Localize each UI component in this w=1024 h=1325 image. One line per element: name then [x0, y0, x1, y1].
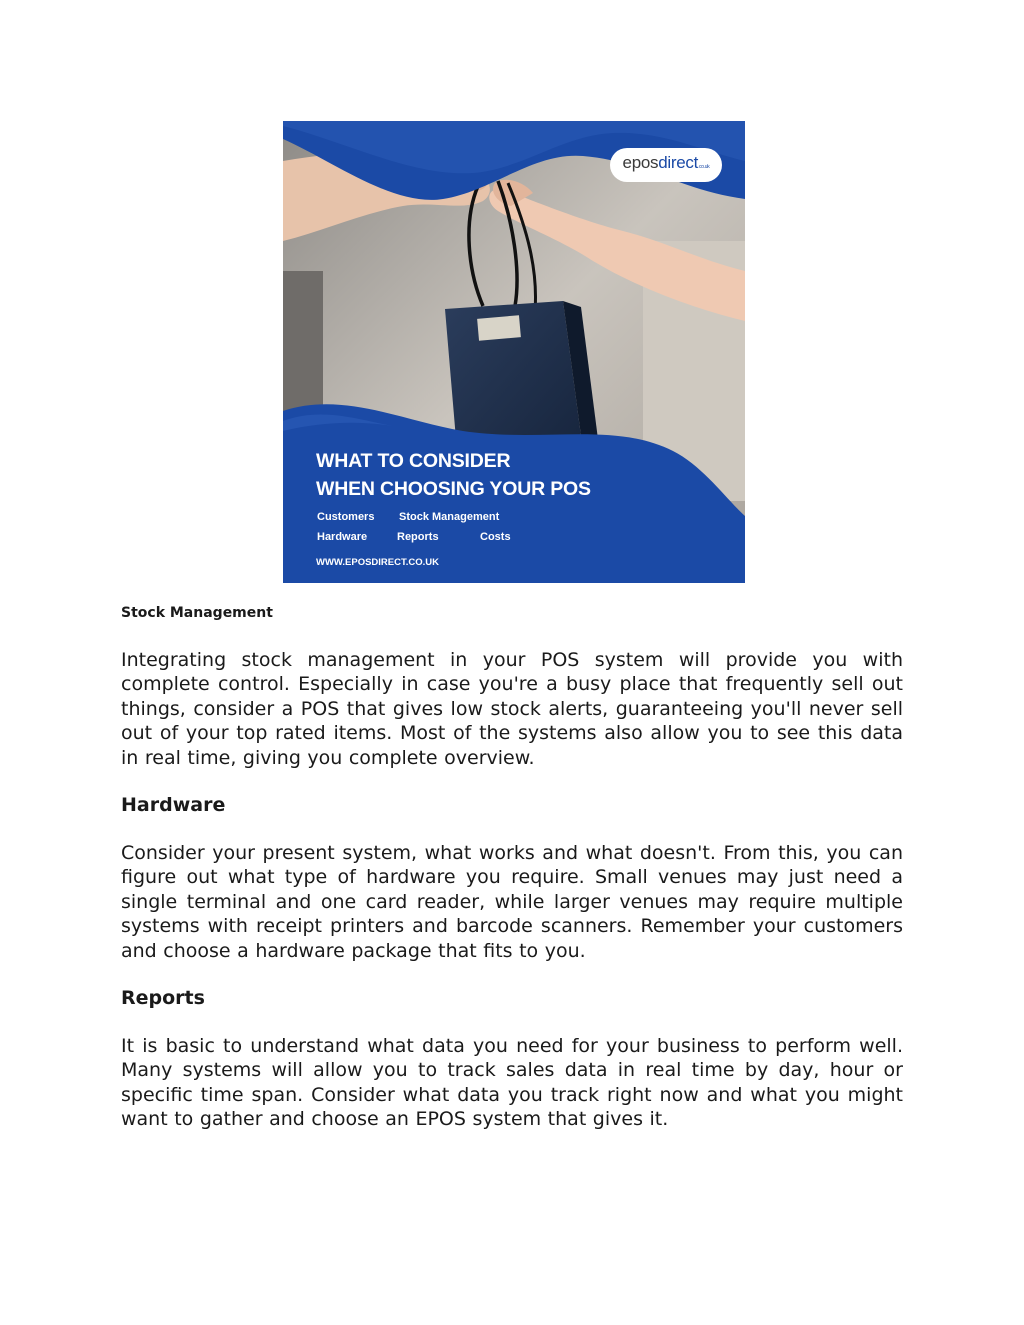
- eposdirect-logo: [610, 148, 722, 182]
- reports-heading: Reports: [121, 987, 205, 1010]
- promo-topic: Reports: [397, 531, 439, 543]
- hardware-heading: Hardware: [121, 794, 226, 817]
- promo-headline-line-2: WHEN CHOOSING YOUR POS: [316, 478, 591, 500]
- logo-text-main: epos: [622, 153, 659, 172]
- promo-image: [283, 121, 745, 583]
- hardware-paragraph: Consider your present system, what works and what doesn't. From this, you can figure out what type of hardware you require. Small venues may just need a single terminal and one card reader, while larger venues may require multiple systems with receipt printers and barcode scanners. Remember your customers and choose a hardware package that fits to you.: [121, 842, 903, 962]
- stock-management-paragraph: Integrating stock management in your POS system will provide you with complete control. Especially in case you're a busy place that frequently sell out things, consider a POS that gives low stock alerts, guaranteeing you'll never sell out of your top rated items. Most of the systems also allow you to see this data in real time, giving you complete overview.: [121, 649, 903, 769]
- logo-text-accent: direct: [658, 153, 698, 172]
- promo-headline-line-1: WHAT TO CONSIDER: [316, 450, 511, 472]
- promo-topic: Costs: [480, 531, 511, 543]
- logo-text-suffix: co.uk: [699, 164, 710, 170]
- promo-topic: Customers: [317, 511, 375, 523]
- stock-management-heading: Stock Management: [121, 605, 273, 621]
- promo-text-block: [316, 447, 591, 568]
- promo-topic: Hardware: [317, 531, 368, 543]
- promo-topic: Stock Management: [399, 511, 500, 523]
- article-body: [121, 603, 903, 1132]
- promo-topics: [316, 507, 576, 547]
- promo-url: WWW.EPOSDIRECT.CO.UK: [316, 557, 439, 568]
- reports-paragraph: It is basic to understand what data you need for your business to perform well. Many systems will allow you to track sales data in real time by day, hour or specific time span. Consider what data you track right now and what you might want to gather and choose an EPOS system that gives it.: [121, 1035, 903, 1131]
